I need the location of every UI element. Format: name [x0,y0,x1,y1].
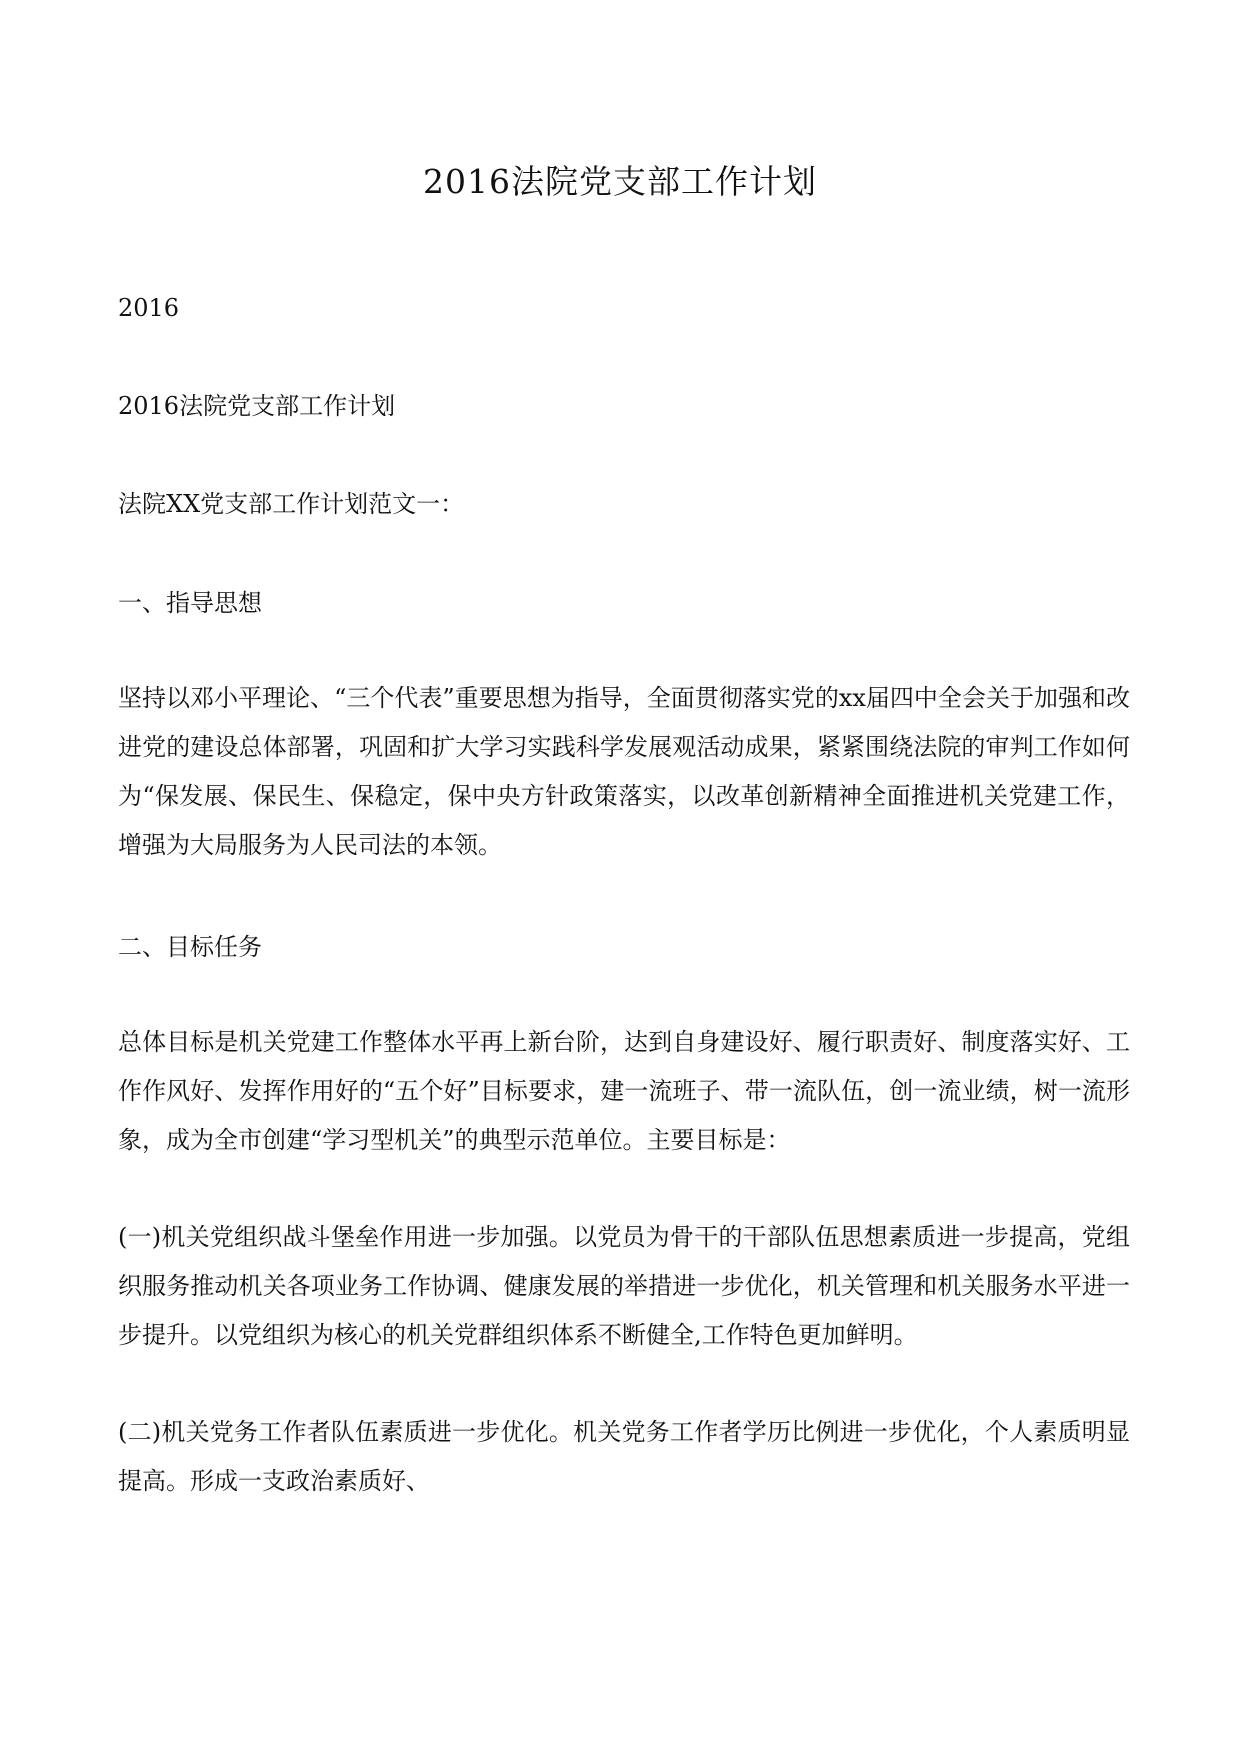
section-body-guiding-ideology: 坚持以邓小平理论、“三个代表”重要思想为指导，全面贯彻落实党的xx届四中全会关于加强和改进党的建设总体部署，巩固和扩大学习实践科学发展观活动成果，紧紧围绕法院的审判工作如何为“保发展、保民生、保稳定，保中央方针政策落实，以改革创新精神全面推进机关党建工作，增强为大局服务为人民司法的本领。 [118,684,1130,859]
section-heading-guiding-ideology: 一、指导思想 [118,589,262,617]
year-line: 2016 [118,294,180,322]
section-body-goals: 总体目标是机关党建工作整体水平再上新台阶，达到自身建设好、履行职责好、制度落实好、工作作风好、发挥作用好的“五个好”目标要求，建一流班子、带一流队伍，创一流业绩，树一流形象，成为全市创建“学习型机关”的典型示范单位。主要目标是： [118,1028,1130,1154]
document-title: 2016法院党支部工作计划 [423,162,817,201]
subtitle-line: 2016法院党支部工作计划 [118,392,396,420]
goal-item-2: (二)机关党务工作者队伍素质进一步优化。机关党务工作者学历比例进一步优化，个人素质明显提高。形成一支政治素质好、 [118,1418,1130,1495]
section-heading-goals: 二、目标任务 [118,933,262,961]
sample-heading: 法院XX党支部工作计划范文一： [118,490,465,518]
goal-item-1: (一)机关党组织战斗堡垒作用进一步加强。以党员为骨干的干部队伍思想素质进一步提高，党组织服务推动机关各项业务工作协调、健康发展的举措进一步优化，机关管理和机关服务水平进一步提升。以党组织为核心的机关党群组织体系不断健全,工作特色更加鲜明。 [118,1223,1130,1349]
